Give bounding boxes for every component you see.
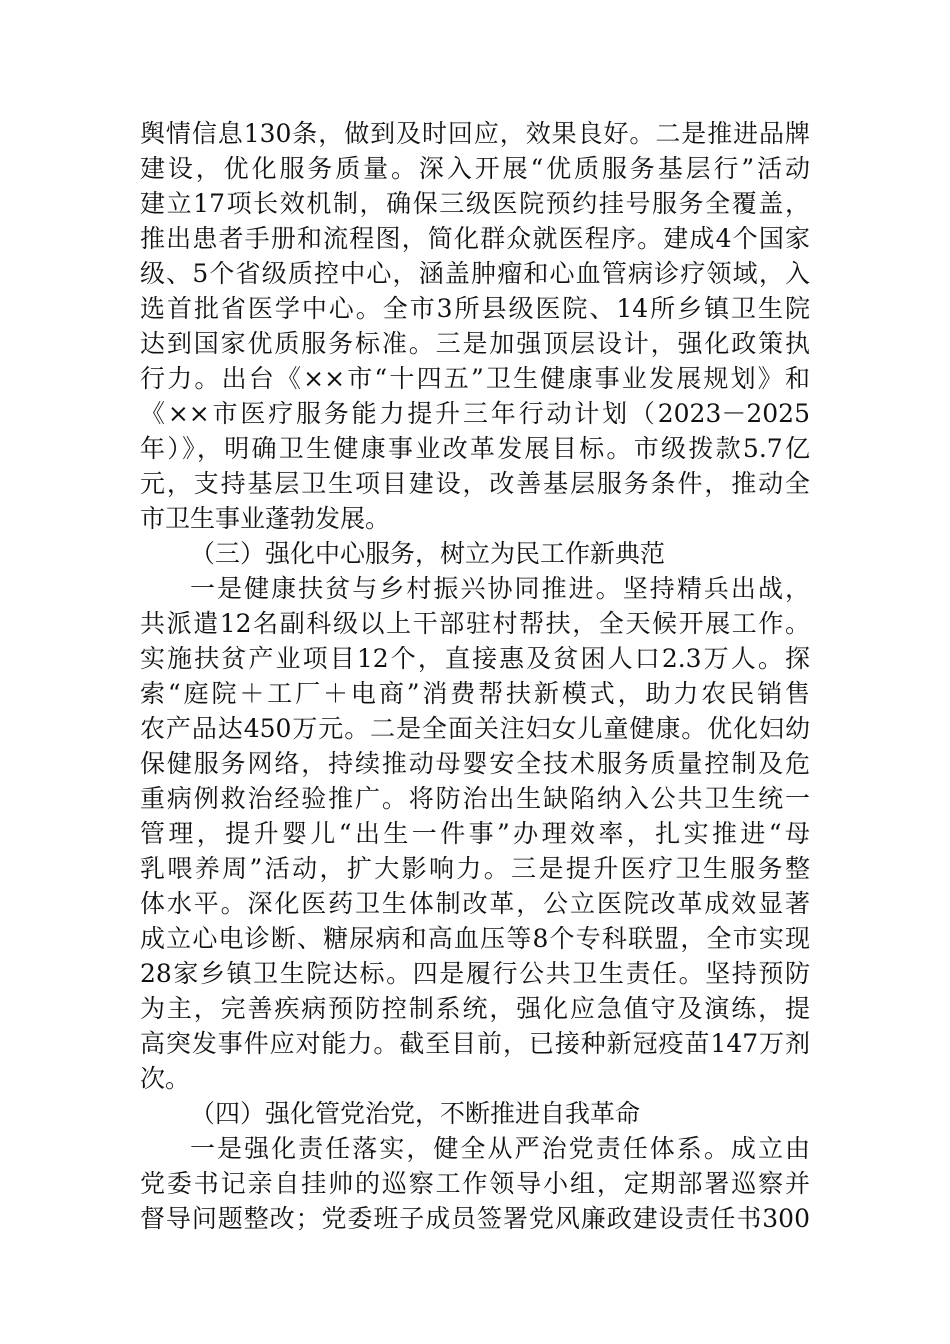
paragraph-3-line-3: 督导问题整改；党委班子成员签署党风廉政建设责任书300 [140, 1204, 810, 1233]
paragraph-2-line-4: 索“庭院＋工厂＋电商”消费帮扶新模式，助力农民销售 [140, 679, 810, 708]
paragraph-3-line-2: 党委书记亲自挂帅的巡察工作领导小组，定期部署巡察并 [140, 1169, 810, 1198]
paragraph-1-line-5: 级、5个省级质控中心，涵盖肿瘤和心血管病诊疗领域，入 [140, 259, 810, 288]
paragraph-1-line-1: 舆情信息130条，做到及时回应，效果良好。二是推进品牌 [140, 119, 810, 148]
paragraph-2-line-5: 农产品达450万元。二是全面关注妇女儿童健康。优化妇幼 [140, 714, 810, 743]
paragraph-1-line-8: 行力。出台《××市“十四五”卫生健康事业发展规划》和 [140, 364, 810, 393]
paragraph-3-line-1: 一是强化责任落实，健全从严治党责任体系。成立由 [190, 1134, 810, 1163]
paragraph-1-line-12: 市卫生事业蓬勃发展。 [140, 504, 391, 533]
paragraph-2-line-15: 次。 [140, 1064, 191, 1093]
paragraph-1-line-4: 推出患者手册和流程图，简化群众就医程序。建成4个国家 [140, 224, 810, 253]
paragraph-2-line-13: 为主，完善疾病预防控制系统，强化应急值守及演练，提 [140, 994, 810, 1023]
paragraph-2-line-8: 管理，提升婴儿“出生一件事”办理效率，扎实推进“母 [140, 819, 810, 848]
paragraph-2-line-3: 实施扶贫产业项目12个，直接惠及贫困人口2.3万人。探 [140, 644, 810, 673]
paragraph-2-line-9: 乳喂养周”活动，扩大影响力。三是提升医疗卫生服务整 [140, 854, 810, 883]
paragraph-2-line-14: 高突发事件应对能力。截至目前，已接种新冠疫苗147万剂 [140, 1029, 810, 1058]
section-heading-3: （三）强化中心服务，树立为民工作新典范 [190, 539, 666, 568]
paragraph-1-line-7: 达到国家优质服务标准。三是加强顶层设计，强化政策执 [140, 329, 810, 358]
paragraph-1-line-9: 《××市医疗服务能力提升三年行动计划（2023－2025 [140, 399, 810, 428]
paragraph-2-line-10: 体水平。深化医药卫生体制改革，公立医院改革成效显著 [140, 889, 810, 918]
paragraph-1-line-11: 元，支持基层卫生项目建设，改善基层服务条件，推动全 [140, 469, 810, 498]
paragraph-2-line-2: 共派遣12名副科级以上干部驻村帮扶，全天候开展工作。 [140, 609, 810, 638]
paragraph-1-line-3: 建立17项长效机制，确保三级医院预约挂号服务全覆盖， [140, 189, 810, 218]
paragraph-2-line-1: 一是健康扶贫与乡村振兴协同推进。坚持精兵出战， [190, 574, 810, 603]
section-heading-4: （四）强化管党治党，不断推进自我革命 [190, 1099, 641, 1128]
paragraph-2-line-7: 重病例救治经验推广。将防治出生缺陷纳入公共卫生统一 [140, 784, 810, 813]
paragraph-1-line-10: 年）》，明确卫生健康事业改革发展目标。市级拨款5.7亿 [140, 434, 810, 463]
paragraph-2-line-6: 保健服务网络，持续推动母婴安全技术服务质量控制及危 [140, 749, 810, 778]
paragraph-2-line-12: 28家乡镇卫生院达标。四是履行公共卫生责任。坚持预防 [140, 959, 810, 988]
paragraph-1-line-2: 建设，优化服务质量。深入开展“优质服务基层行”活动 [140, 154, 810, 183]
paragraph-2-line-11: 成立心电诊断、糖尿病和高血压等8个专科联盟，全市实现 [140, 924, 810, 953]
paragraph-1-line-6: 选首批省医学中心。全市3所县级医院、14所乡镇卫生院 [140, 294, 810, 323]
